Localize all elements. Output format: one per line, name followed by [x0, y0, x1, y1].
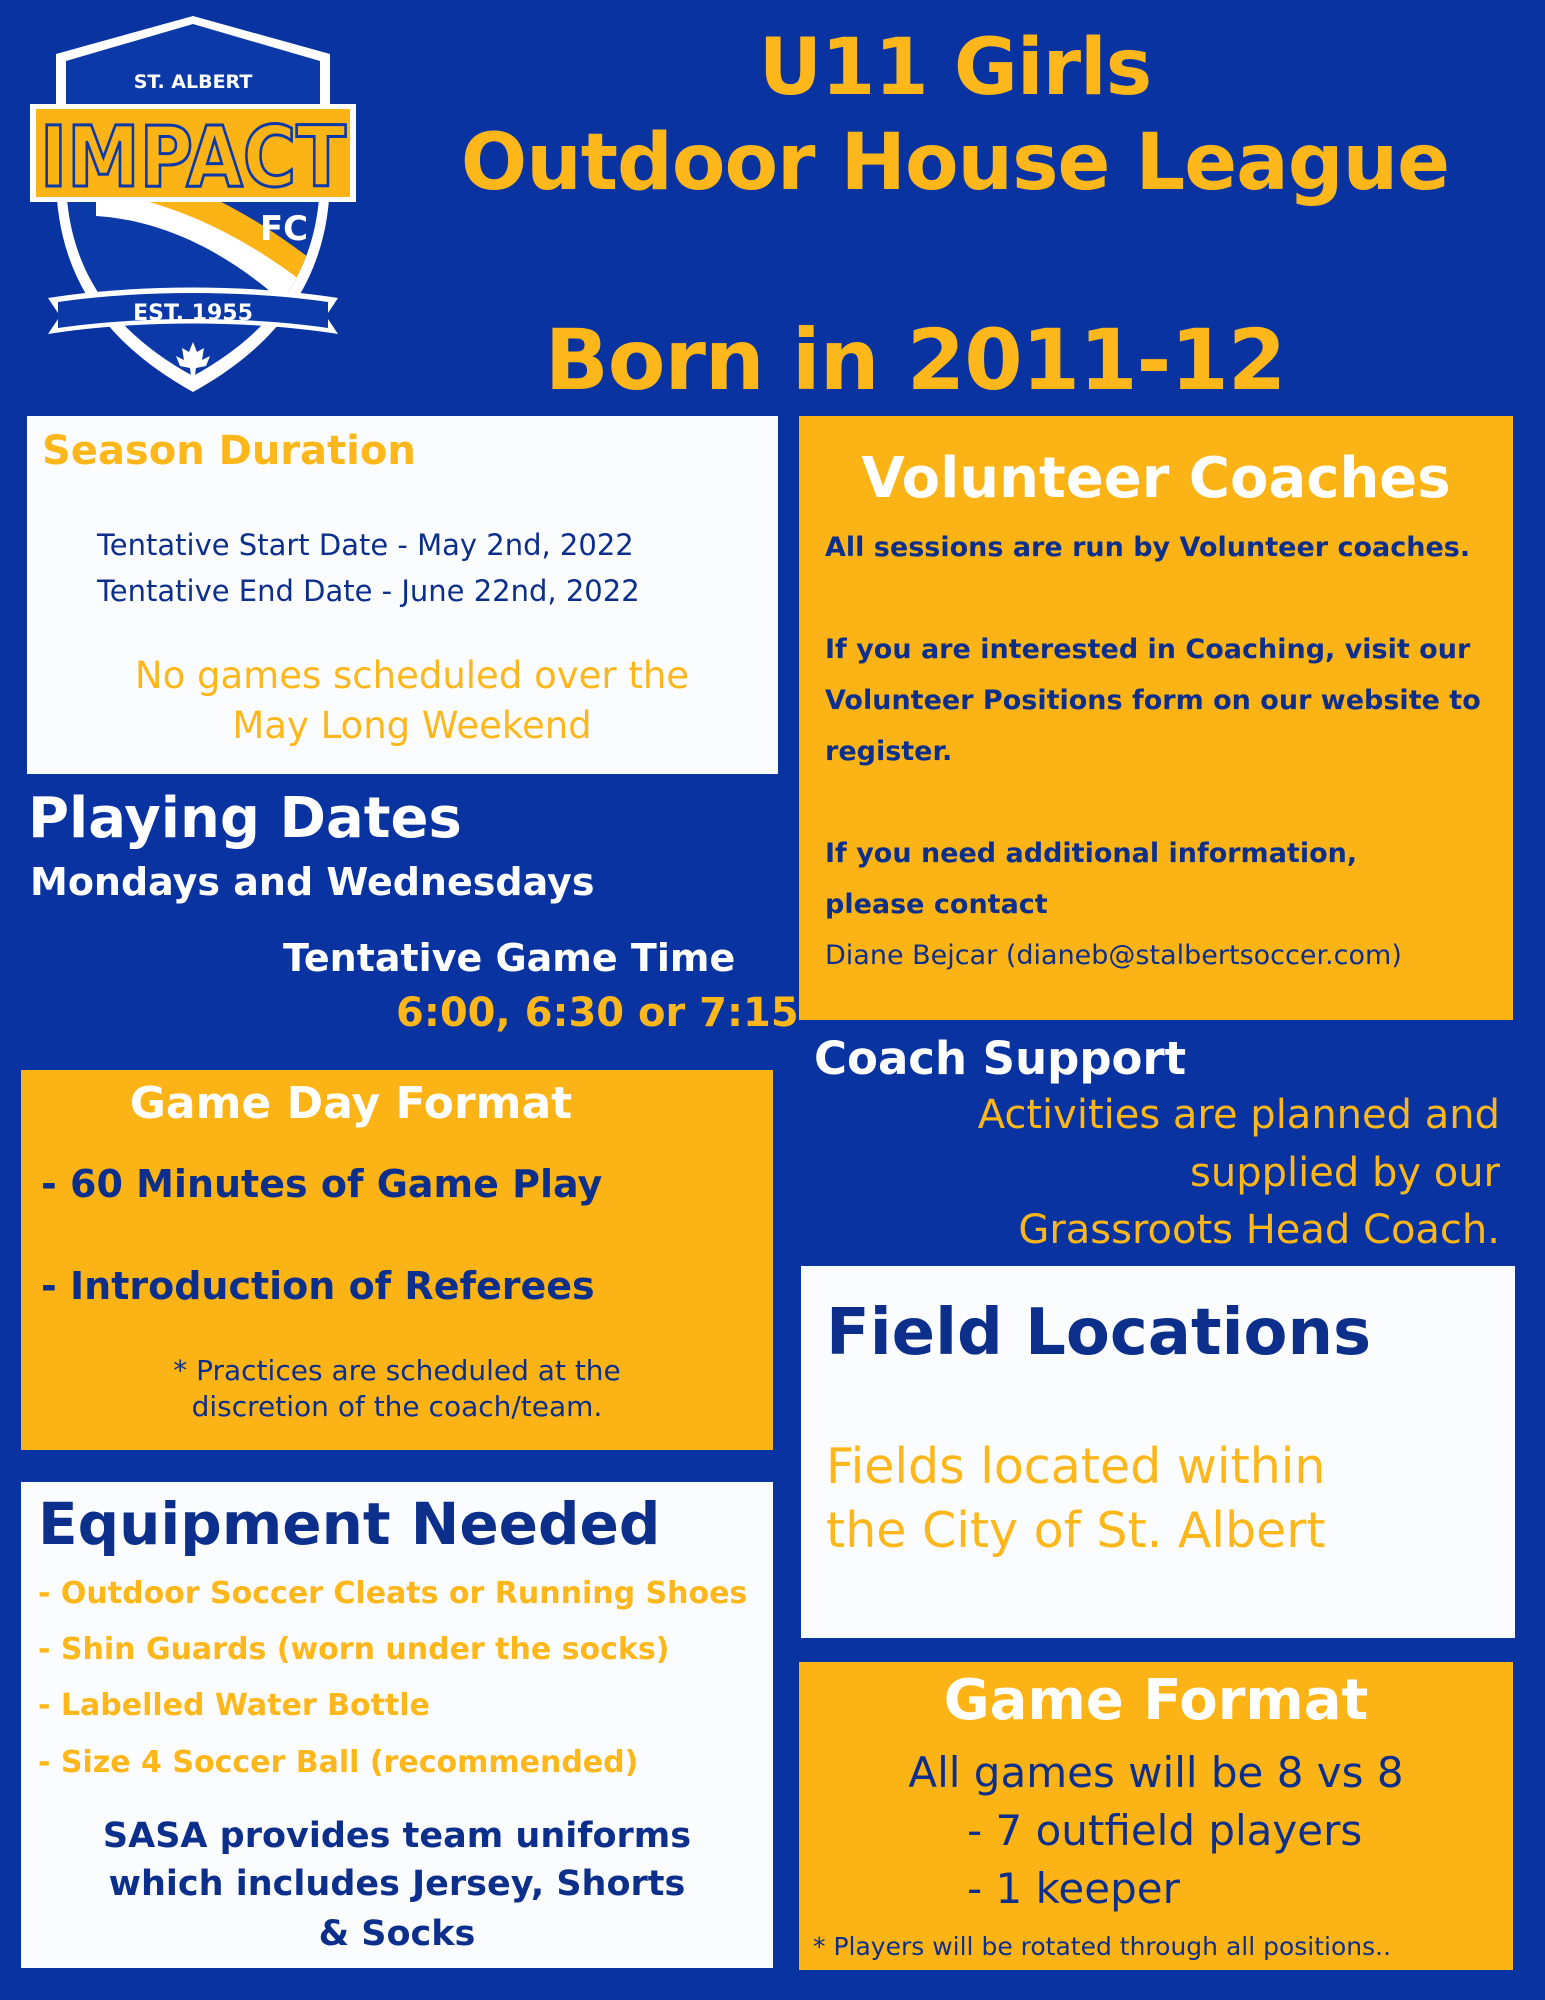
volunteer-line: If you need additional information,	[825, 838, 1358, 869]
volunteer-coaches-card	[799, 416, 1513, 1020]
equipment-heading: Equipment Needed	[38, 1490, 661, 1558]
impact-fc-logo	[26, 16, 360, 396]
uniform-note-line-2: which includes Jersey, Shorts	[108, 1864, 686, 1904]
game-day-item: - 60 Minutes of Game Play	[41, 1162, 603, 1206]
volunteer-line: If you are interested in Coaching, visit our	[825, 634, 1471, 665]
coach-support-heading: Coach Support	[814, 1032, 1187, 1085]
logo-sub-text: FC	[259, 209, 309, 249]
uniform-note-line-3: & Socks	[318, 1914, 476, 1954]
logo-main-text: IMPACT	[40, 108, 346, 206]
equipment-item: - Shin Guards (worn under the socks)	[38, 1632, 670, 1667]
game-day-item: - Introduction of Referees	[41, 1264, 595, 1308]
coach-support-line: Activities are planned and	[977, 1092, 1500, 1138]
practices-note-line-2: discretion of the coach/team.	[191, 1390, 603, 1423]
title-line-2: Outdoor House League	[460, 118, 1450, 208]
volunteer-coaches-heading: Volunteer Coaches	[861, 446, 1451, 511]
season-duration-heading: Season Duration	[42, 428, 416, 474]
equipment-card	[21, 1482, 773, 1968]
field-locations-card	[801, 1266, 1515, 1638]
logo-est-text: EST. 1955	[133, 301, 253, 326]
equipment-item: - Labelled Water Bottle	[38, 1688, 430, 1723]
game-format-heading: Game Format	[943, 1668, 1369, 1733]
contact-info: Diane Bejcar (dianeb@stalbertsoccer.com)	[825, 940, 1402, 971]
practices-note-line-1: * Practices are scheduled at the	[173, 1354, 621, 1387]
title-line-1: U11 Girls	[758, 23, 1152, 113]
volunteer-line: All sessions are run by Volunteer coaches.	[825, 532, 1471, 563]
game-format-card	[799, 1662, 1513, 1970]
game-format-line-3: - 1 keeper	[967, 1864, 1180, 1913]
coach-support-line: Grassroots Head Coach.	[1018, 1207, 1500, 1253]
end-date: Tentative End Date - June 22nd, 2022	[97, 574, 640, 608]
game-day-format-card	[21, 1070, 773, 1450]
start-date: Tentative Start Date - May 2nd, 2022	[97, 528, 634, 562]
field-locations-line-2: the City of St. Albert	[826, 1502, 1326, 1559]
no-games-note-line-1: No games scheduled over the	[134, 654, 690, 697]
volunteer-line: please contact	[825, 889, 1048, 920]
title-line-3: Born in 2011-12	[544, 311, 1286, 409]
logo-top-text: ST. ALBERT	[133, 71, 253, 93]
playing-days: Mondays and Wednesdays	[30, 860, 595, 904]
season-duration-card	[27, 416, 778, 774]
volunteer-line: Volunteer Positions form on our website to	[825, 685, 1481, 716]
game-time-label: Tentative Game Time	[283, 936, 736, 980]
game-format-line-2: - 7 outfield players	[967, 1806, 1363, 1855]
game-format-line-1: All games will be 8 vs 8	[908, 1748, 1404, 1797]
game-times: 6:00, 6:30 or 7:15	[396, 990, 799, 1036]
game-day-format-heading: Game Day Format	[129, 1078, 573, 1129]
field-locations-line-1: Fields located within	[826, 1438, 1326, 1495]
uniform-note-line-1: SASA provides team uniforms	[102, 1816, 692, 1856]
rotation-note: * Players will be rotated through all positions..	[813, 1932, 1392, 1961]
equipment-item: - Outdoor Soccer Cleats or Running Shoes	[38, 1576, 748, 1611]
field-locations-heading: Field Locations	[826, 1296, 1372, 1370]
no-games-note-line-2: May Long Weekend	[232, 704, 592, 747]
volunteer-line: register.	[825, 736, 953, 767]
equipment-item: - Size 4 Soccer Ball (recommended)	[38, 1745, 639, 1780]
playing-dates-heading: Playing Dates	[28, 786, 462, 851]
coach-support-line: supplied by our	[1190, 1150, 1500, 1196]
